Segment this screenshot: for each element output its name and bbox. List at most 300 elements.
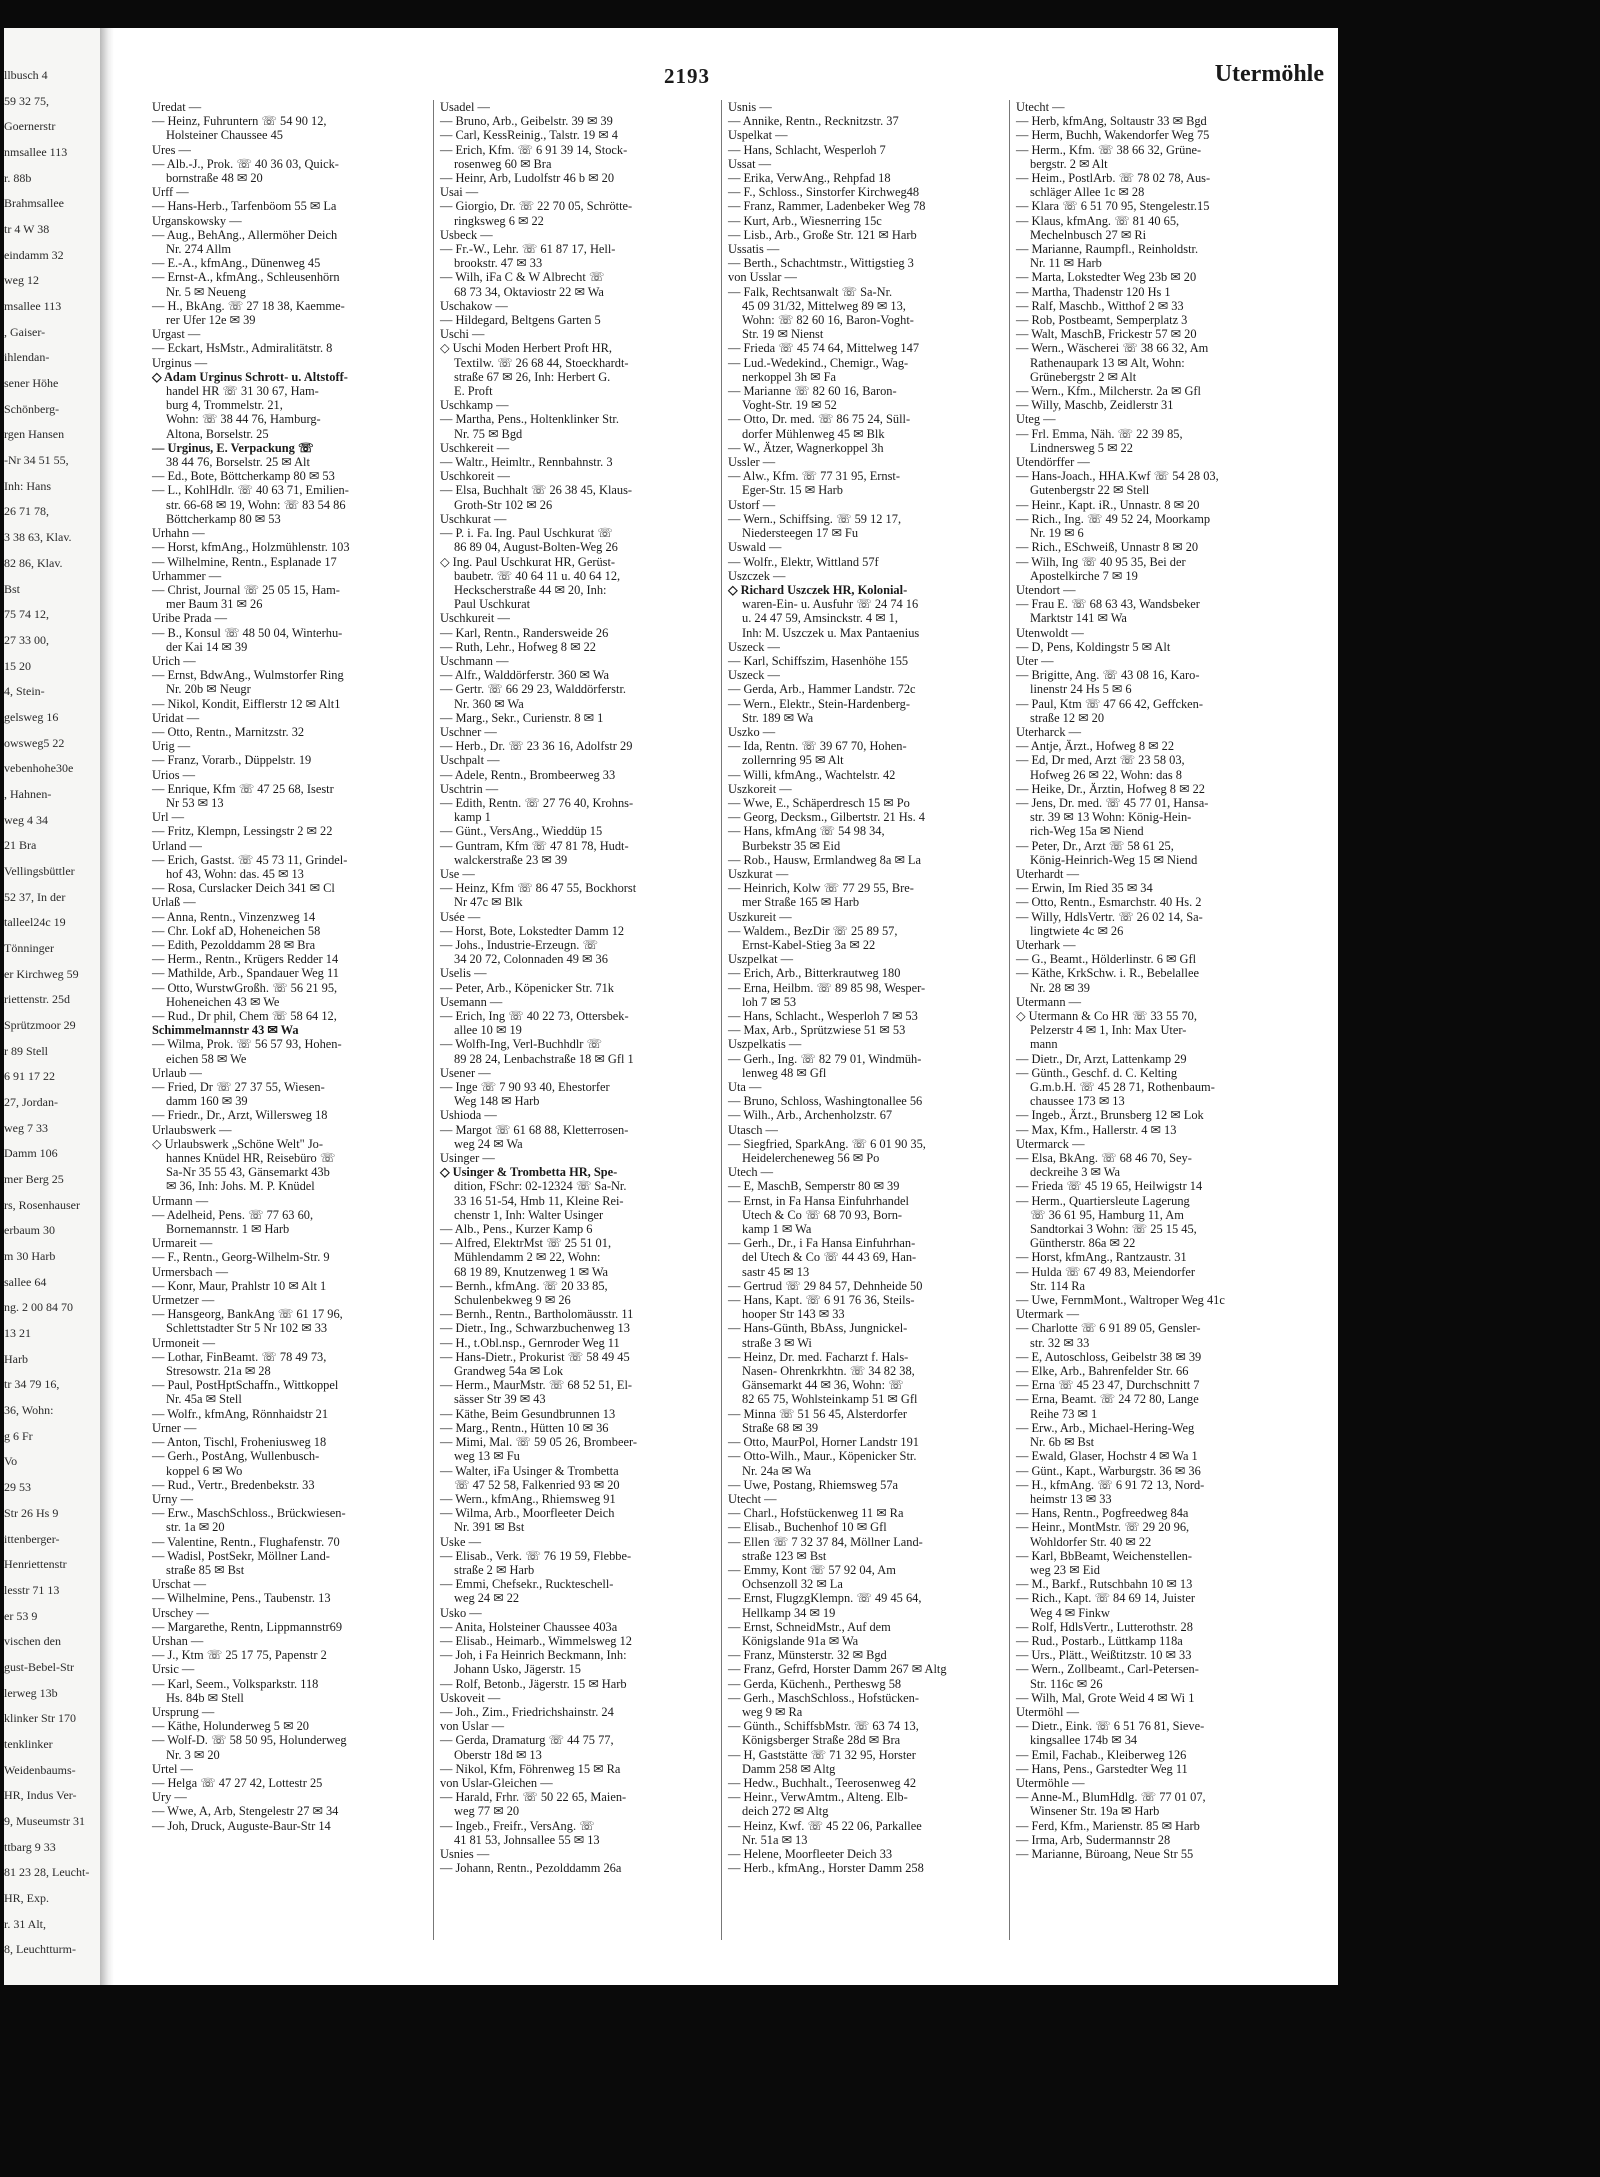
directory-entry: — Elisab., Verk. ☏ 76 19 59, Flebbe-	[440, 1548, 632, 1563]
directory-entry: — Adelheid, Pens. ☏ 77 63 60,	[152, 1207, 314, 1222]
previous-page-fragment: rs, Rosenhauser	[4, 1198, 80, 1212]
directory-entry: — Otto, Rentn., Esmarchstr. 40 Hs. 2	[1016, 895, 1202, 910]
directory-entry: zollernring 95 ✉ Alt	[742, 753, 844, 768]
directory-entry: dition, FSchr: 02-12324 ☏ Sa-Nr.	[454, 1179, 627, 1194]
directory-entry: burg 4, Trommelstr. 21,	[166, 398, 283, 413]
directory-entry: — Alfr., Walddörferstr. 360 ✉ Wa	[440, 668, 609, 683]
directory-entry: — Ralf, Maschb., Witthof 2 ✉ 33	[1016, 298, 1184, 313]
surname-heading: Uschtrin —	[440, 781, 499, 796]
directory-entry: Damm 258 ✉ Altg	[742, 1761, 836, 1776]
surname-heading: Uschkamp —	[440, 398, 509, 413]
directory-entry: — Marianne ☏ 82 60 16, Baron-	[728, 384, 897, 399]
directory-entry: — Bruno, Arb., Geibelstr. 39 ✉ 39	[440, 114, 613, 129]
surname-heading: Uszeck —	[728, 668, 780, 683]
directory-entry: straße 2 ✉ Harb	[454, 1562, 535, 1577]
directory-entry: — Alb.-J., Prok. ☏ 40 36 03, Quick-	[152, 156, 339, 171]
directory-entry: — Guntram, Kfm ☏ 47 81 78, Hudt-	[440, 838, 629, 853]
directory-entry: Böttcherkamp 80 ✉ 53	[166, 511, 281, 526]
directory-entry: Weg 4 ✉ Finkw	[1030, 1605, 1110, 1620]
directory-entry: — Elsa, BkAng. ☏ 68 46 70, Sey-	[1016, 1151, 1192, 1166]
directory-entry: koppel 6 ✉ Wo	[166, 1463, 243, 1478]
previous-page-fragment: Henriettenstr	[4, 1557, 67, 1571]
directory-entry: — Urs., Plätt., Weißtitzstr. 10 ✉ 33	[1016, 1648, 1192, 1663]
directory-entry: — Walter, iFa Usinger & Trombetta	[440, 1463, 619, 1478]
directory-entry: waren-Ein- u. Ausfuhr ☏ 24 74 16	[742, 597, 919, 612]
surname-heading: Uribe Prada —	[152, 611, 228, 626]
directory-entry: — Martha, Thadenstr 120 Hs 1	[1016, 284, 1171, 299]
directory-entry: Hs. 84b ✉ Stell	[166, 1690, 244, 1705]
directory-entry: — E.-A., kfmAng., Dünenweg 45	[152, 256, 321, 271]
directory-entry: — Elisab., Buchenhof 10 ✉ Gfl	[728, 1520, 887, 1535]
surname-heading: Utecht —	[728, 1491, 777, 1506]
directory-entry: — E, MaschB, Semperstr 80 ✉ 39	[728, 1179, 900, 1194]
directory-entry: — Wilhelmine, Pens., Taubenstr. 13	[152, 1591, 331, 1606]
previous-page-fragment: er Kirchweg 59	[4, 967, 79, 981]
directory-entry: Grünebergstr 2 ✉ Alt	[1030, 369, 1137, 384]
directory-entry: — Herm., Kfm. ☏ 38 66 32, Grüne-	[1016, 142, 1202, 157]
previous-page-fragment: ng. 2 00 84 70	[4, 1300, 73, 1314]
directory-entry: — P. i. Fa. Ing. Paul Uschkurat ☏	[440, 526, 613, 541]
surname-heading: Urmersbach —	[152, 1264, 229, 1279]
directory-entry: — Wern., Elektr., Stein-Hardenberg-	[728, 696, 910, 711]
directory-entry: — Walt, MaschB, Frickestr 57 ✉ 20	[1016, 327, 1197, 342]
directory-entry: Eger-Str. 15 ✉ Harb	[742, 483, 843, 498]
directory-entry: — Käthe, Beim Gesundbrunnen 13	[440, 1406, 616, 1421]
directory-entry: str. 1a ✉ 20	[166, 1520, 225, 1535]
surname-heading: Urganskowsky —	[152, 213, 242, 228]
directory-entry: weg 23 ✉ Eid	[1030, 1562, 1100, 1577]
previous-page-fragment: ittenberger-	[4, 1532, 60, 1546]
directory-entry: — Erw., Arb., Michael-Hering-Weg	[1016, 1420, 1195, 1435]
directory-entry: Nr 47c ✉ Blk	[454, 895, 523, 910]
directory-entry: deckreihe 3 ✉ Wa	[1030, 1165, 1121, 1180]
previous-page-fragment: -Nr 34 51 55,	[4, 453, 69, 467]
directory-entry: — Herm., Quartiersleute Lagerung	[1016, 1193, 1190, 1208]
directory-entry: Sa-Nr 35 55 43, Gänsemarkt 43b	[166, 1165, 330, 1180]
directory-entry: — Rud., Vertr., Bredenbekstr. 33	[152, 1477, 315, 1492]
directory-entry: — Gerh., MaschSchloss., Hofstücken-	[728, 1690, 919, 1705]
directory-entry: — Hans-Joach., HHA.Kwf ☏ 54 28 03,	[1016, 469, 1219, 484]
surname-heading: Uswald —	[728, 540, 782, 555]
directory-entry: — Wilh, Mal, Grote Weid 4 ✉ Wi 1	[1016, 1690, 1195, 1705]
directory-entry: — Dietr., Dr, Arzt, Lattenkamp 29	[1016, 1051, 1187, 1066]
directory-entry: sässer Str 39 ✉ 43	[454, 1392, 546, 1407]
directory-entry: — Hans, Rentn., Pogfreedweg 84a	[1016, 1506, 1189, 1521]
directory-entry: — Georg, Decksm., Gilbertstr. 21 Hs. 4	[728, 810, 925, 825]
directory-entry: — Hans, Pens., Garstedter Weg 11	[1016, 1761, 1188, 1776]
directory-entry: Hoheneichen 43 ✉ We	[166, 994, 280, 1009]
surname-heading: Uske —	[440, 1534, 481, 1549]
surname-heading: Uschkurat —	[440, 511, 507, 526]
directory-entry: — H., kfmAng. ☏ 6 91 72 13, Nord-	[1016, 1477, 1205, 1492]
directory-entry: — Willy, Maschb, Zeidlerstr 31	[1016, 398, 1174, 413]
directory-entry: — F., Schloss., Sinstorfer Kirchweg48	[728, 185, 920, 200]
directory-entry: der Kai 14 ✉ 39	[166, 639, 248, 654]
directory-entry: — Frau E. ☏ 68 63 43, Wandsbeker	[1016, 597, 1200, 612]
directory-entry: schläger Allee 1c ✉ 28	[1030, 185, 1145, 200]
surname-heading: von Uslar-Gleichen —	[440, 1775, 553, 1790]
directory-entry: kingsallee 174b ✉ 34	[1030, 1733, 1138, 1748]
directory-entry: Königsberger Straße 28d ✉ Bra	[742, 1733, 901, 1748]
directory-entry: ringksweg 6 ✉ 22	[454, 213, 544, 228]
directory-entry: del Utech & Co ☏ 44 43 69, Han-	[742, 1250, 917, 1265]
directory-entry: — Peter, Arb., Köpenicker Str. 71k	[440, 980, 614, 995]
directory-entry: bergstr. 2 ✉ Alt	[1030, 156, 1108, 171]
directory-entry: — Rolf, HdlsVertr., Lutterothstr. 28	[1016, 1619, 1193, 1634]
directory-entry: 45 09 31/32, Mittelweg 89 ✉ 13,	[742, 298, 906, 313]
directory-entry: Heckscherstraße 44 ✉ 20, Inh:	[454, 582, 607, 597]
directory-entry: 86 89 04, August-Bolten-Weg 26	[454, 540, 618, 555]
directory-entry: — Gerh., PostAng, Wullenbusch-	[152, 1449, 320, 1464]
directory-entry: — Willi, kfmAng., Wachtelstr. 42	[728, 767, 896, 782]
directory-entry: — Franz, Gefrd, Horster Damm 267 ✉ Altg	[728, 1662, 947, 1677]
surname-heading: Utech —	[728, 1165, 774, 1180]
surname-heading: Utasch —	[728, 1122, 778, 1137]
previous-page-fragment: Vo	[4, 1454, 18, 1468]
directory-entry: linenstr 24 Hs 5 ✉ 6	[1030, 682, 1132, 697]
directory-entry: — Paul, PostHptSchaffn., Wittkoppel	[152, 1378, 339, 1393]
directory-entry: — Gertrud ☏ 29 84 57, Dehnheide 50	[728, 1278, 923, 1293]
directory-entry: handel HR ☏ 31 30 67, Ham-	[166, 384, 319, 399]
surname-heading: Ussatis —	[728, 242, 780, 257]
directory-entry: G.m.b.H. ☏ 45 28 71, Rothenbaum-	[1030, 1080, 1215, 1095]
previous-page-fragment: er 53 9	[4, 1609, 38, 1623]
surname-heading: Urgast —	[152, 327, 201, 342]
directory-entry: — Edith, Pezolddamm 28 ✉ Bra	[152, 937, 316, 952]
directory-entry: Lindnersweg 5 ✉ 22	[1030, 440, 1133, 455]
directory-entry: — Uwe, Postang, Rhiemsweg 57a	[728, 1477, 899, 1492]
directory-entry: — Elke, Arb., Bahrenfelder Str. 66	[1016, 1364, 1189, 1379]
surname-heading: Uschkureit —	[440, 611, 510, 626]
directory-entry: Burbekstr 35 ✉ Eid	[742, 838, 841, 853]
previous-page-fragment: 3 38 63, Klav.	[4, 530, 72, 544]
surname-heading: Uszpelkat —	[728, 952, 794, 967]
directory-entry: 82 65 75, Wohlsteinkamp 51 ✉ Gfl	[742, 1392, 918, 1407]
directory-entry: — Wwe, A, Arb, Stengelestr 27 ✉ 34	[152, 1804, 339, 1819]
directory-entry: — Elisab., Heimarb., Wimmelsweg 12	[440, 1633, 632, 1648]
previous-page-fragment: HR, Exp.	[4, 1891, 49, 1905]
directory-entry: — Heinz, Kfm ☏ 86 47 55, Bockhorst	[440, 881, 637, 896]
directory-entry: — Rob, Postbeamt, Semperplatz 3	[1016, 313, 1188, 328]
directory-entry: hannes Knüdel HR, Reisebüro ☏	[166, 1151, 336, 1166]
surname-heading: Usko —	[440, 1605, 482, 1620]
surname-heading: Urmoneit —	[152, 1335, 215, 1350]
directory-entry: — Otto-Wilh., Maur., Köpenicker Str.	[728, 1449, 917, 1464]
directory-entry: — Dietr., Ing., Schwarzbuchenweg 13	[440, 1321, 630, 1336]
surname-heading: Uschpalt —	[440, 753, 500, 768]
directory-entry: — Klara ☏ 6 51 70 95, Stengelestr.15	[1016, 199, 1210, 214]
directory-entry: Grandweg 54a ✉ Lok	[454, 1364, 564, 1379]
directory-entry: E. Proft	[454, 384, 493, 399]
previous-page-fragment: Schönberg-	[4, 402, 60, 416]
directory-entry: — Franz, Vorarb., Düppelstr. 19	[152, 753, 312, 768]
directory-entry: — Wilma, Arb., Moorfleeter Deich	[440, 1506, 615, 1521]
previous-page-fragment: tr 4 W 38	[4, 222, 50, 236]
directory-entry: — Wilhelmine, Rentn., Esplanade 17	[152, 554, 337, 569]
directory-entry: — Heinz, Fuhruntern ☏ 54 90 12,	[152, 114, 327, 129]
surname-heading: Ushioda —	[440, 1108, 497, 1123]
directory-entry: Wohn: ☏ 82 60 16, Baron-Voght-	[742, 313, 914, 328]
directory-entry: Holsteiner Chaussee 45	[166, 128, 283, 143]
previous-page-fragment: ttbarg 9 33	[4, 1840, 56, 1854]
surname-heading: Use —	[440, 866, 475, 881]
directory-entry: — Brigitte, Ang. ☏ 43 08 16, Karo-	[1016, 668, 1200, 683]
directory-entry: Winsener Str. 19a ✉ Harb	[1030, 1804, 1160, 1819]
directory-entry: Voght-Str. 19 ✉ 52	[742, 398, 837, 413]
column-rule	[433, 100, 434, 1940]
directory-entry: — Wwe, E., Schäperdresch 15 ✉ Po	[728, 795, 910, 810]
directory-entry: Niedersteegen 17 ✉ Fu	[742, 526, 859, 541]
directory-entry: str. 32 ✉ 33	[1030, 1335, 1090, 1350]
directory-entry: str. 66-68 ✉ 19, Wohn: ☏ 83 54 86	[166, 497, 346, 512]
directory-entry: rer Ufer 12e ✉ 39	[166, 313, 256, 328]
previous-page-fragment: 4, Stein-	[4, 684, 45, 698]
directory-entry: straße 3 ✉ Wi	[742, 1335, 812, 1350]
directory-entry: ◇ Uschi Moden Herbert Proft HR,	[440, 341, 612, 356]
directory-entry: — Rich., Ing. ☏ 49 52 24, Moorkamp	[1016, 511, 1211, 526]
directory-entry: Schulenbekweg 9 ✉ 26	[454, 1293, 571, 1308]
surname-heading: Uschkereit —	[440, 440, 510, 455]
surname-heading: Urschat —	[152, 1577, 207, 1592]
surname-heading: Ursprung —	[152, 1704, 215, 1719]
surname-heading: Urschey —	[152, 1605, 209, 1620]
directory-entry: Nr. 360 ✉ Wa	[454, 696, 524, 711]
directory-entry: Gutenbergstr 22 ✉ Stell	[1030, 483, 1150, 498]
directory-entry: — Hedw., Buchhalt., Teerosenweg 42	[728, 1775, 917, 1790]
directory-entry: — Heinrich, Kolw ☏ 77 29 55, Bre-	[728, 881, 914, 896]
directory-entry: — Wolfh-Ing, Verl-Buchhdlr ☏	[440, 1037, 603, 1052]
directory-entry: — Herb, kfmAng, Soltaustr 33 ✉ Bgd	[1016, 114, 1207, 129]
directory-column-1	[152, 100, 428, 1833]
directory-entry: — Marianne, Büroang, Neue Str 55	[1016, 1846, 1194, 1861]
directory-entry: Weg 148 ✉ Harb	[454, 1094, 540, 1109]
directory-entry: — Margot ☏ 61 68 88, Kletterrosen-	[440, 1122, 629, 1137]
directory-entry: straße 12 ✉ 20	[1030, 710, 1105, 725]
directory-entry: Johann Usko, Jägerstr. 15	[454, 1662, 581, 1677]
directory-entry: — Gerda, Dramaturg ☏ 44 75 77,	[440, 1733, 614, 1748]
surname-heading: Usadel —	[440, 100, 490, 114]
directory-entry: — Urginus, E. Verpackung ☏	[152, 440, 314, 455]
directory-entry: Mechelnbusch 27 ✉ Ri	[1030, 227, 1147, 242]
directory-entry: — M., Barkf., Rutschbahn 10 ✉ 13	[1016, 1577, 1193, 1592]
directory-entry: lingtwiete 4c ✉ 26	[1030, 923, 1124, 938]
previous-page-fragment: HR, Indus Ver-	[4, 1788, 77, 1802]
surname-heading: Utermann —	[1016, 994, 1082, 1009]
directory-entry: — Konr, Maur, Prahlstr 10 ✉ Alt 1	[152, 1278, 327, 1293]
directory-entry: — Karl, Seem., Volksparkstr. 118	[152, 1676, 319, 1691]
directory-entry: — Bernh., Rentn., Bartholomäusstr. 11	[440, 1307, 634, 1322]
directory-entry: nerkoppel 3h ✉ Fa	[742, 369, 837, 384]
previous-page-fragment: vischen den	[4, 1634, 61, 1648]
directory-entry: — Ed, Dr med, Arzt ☏ 23 58 03,	[1016, 753, 1185, 768]
directory-entry: — Erich, Kfm. ☏ 6 91 39 14, Stock-	[440, 142, 628, 157]
surname-heading: Uszkurat —	[728, 866, 789, 881]
previous-page-fragment: 27 33 00,	[4, 633, 49, 647]
directory-entry: — Wern., Zollbeamt., Carl-Petersen-	[1016, 1662, 1199, 1677]
directory-entry: — Frieda ☏ 45 19 65, Heilwigstr 14	[1016, 1179, 1203, 1194]
directory-entry: — Ernst, BdwAng., Wulmstorfer Ring	[152, 668, 344, 683]
directory-entry: bornstraße 48 ✉ 20	[166, 171, 263, 186]
directory-entry: — Horst, kfmAng., Holzmühlenstr. 103	[152, 540, 350, 555]
surname-heading: Uredat —	[152, 100, 202, 114]
directory-entry: — Kurt, Arb., Wiesnerring 15c	[728, 213, 882, 228]
previous-page-fragment: weg 4 34	[4, 813, 48, 827]
previous-page-fragment: r. 31 Alt,	[4, 1917, 47, 1931]
directory-entry: — Charlotte ☏ 6 91 89 05, Gensler-	[1016, 1321, 1201, 1336]
previous-page-fragment: 8, Leuchtturm-	[4, 1942, 76, 1956]
surname-heading: Uszkureit —	[728, 909, 792, 924]
directory-entry: — Karl, Rentn., Randersweide 26	[440, 625, 609, 640]
directory-entry: — Mathilde, Arb., Spandauer Weg 11	[152, 966, 339, 981]
directory-entry: — Joh, i Fa Heinrich Beckmann, Inh:	[440, 1648, 627, 1663]
directory-entry: — Alw., Kfm. ☏ 77 31 95, Ernst-	[728, 469, 900, 484]
directory-entry: — Hansgeorg, BankAng ☏ 61 17 96,	[152, 1307, 343, 1322]
directory-entry: — Erika, VerwAng., Rehpfad 18	[728, 171, 891, 186]
surname-heading: Uszeck —	[728, 639, 780, 654]
previous-page-fragment: m 30 Harb	[4, 1249, 56, 1263]
directory-entry: — Aug., BehAng., Allermöher Deich	[152, 227, 338, 242]
surname-heading: Urny —	[152, 1491, 193, 1506]
directory-entry: — Margarethe, Rentn, Lippmannstr69	[152, 1619, 343, 1634]
directory-entry: — Enrique, Kfm ☏ 47 25 68, Isestr	[152, 781, 334, 796]
directory-entry: — Johann, Rentn., Pezolddamm 26a	[440, 1861, 622, 1876]
directory-entry: — Herm., Rentn., Krügers Redder 14	[152, 952, 339, 967]
directory-entry: — Ingeb., Freifr., VersAng. ☏	[440, 1818, 595, 1833]
directory-entry: — Heinr, Arb, Ludolfstr 46 b ✉ 20	[440, 171, 615, 186]
directory-entry: — Johs., Industrie-Erzeugn. ☏	[440, 937, 598, 952]
directory-entry: Nr. 3 ✉ 20	[166, 1747, 220, 1762]
directory-entry: Str. 189 ✉ Wa	[742, 710, 814, 725]
surname-heading: Utecht —	[1016, 100, 1065, 114]
previous-page-fragment: eindamm 32	[4, 248, 64, 262]
directory-entry: — Max, Arb., Sprützwiese 51 ✉ 53	[728, 1023, 906, 1038]
directory-entry: Textilw. ☏ 26 68 44, Stoeckhardt-	[454, 355, 629, 370]
directory-entry: hof 43, Wohn: das. 45 ✉ 13	[166, 866, 304, 881]
directory-entry: — Ferd, Kfm., Marienstr. 85 ✉ Harb	[1016, 1818, 1200, 1833]
previous-page-fragment: 26 71 78,	[4, 504, 49, 518]
directory-entry: Nr. 5 ✉ Neueng	[166, 284, 246, 299]
directory-entry: — Rich., ESchweiß, Unnastr 8 ✉ 20	[1016, 540, 1199, 555]
surname-heading: Uta —	[728, 1080, 762, 1095]
directory-entry: — Franz, Münsterstr. 32 ✉ Bgd	[728, 1648, 887, 1663]
directory-entry: — Siegfried, SparkAng. ☏ 6 01 90 35,	[728, 1136, 926, 1151]
directory-entry: — Fried, Dr ☏ 27 37 55, Wiesen-	[152, 1080, 325, 1095]
surname-heading: Urmareit —	[152, 1236, 213, 1251]
directory-entry: — Gerh., Dr., i Fa Hansa Einfuhrhan-	[728, 1236, 916, 1251]
surname-heading: Urshan —	[152, 1633, 204, 1648]
previous-page-fragment: nmsallee 113	[4, 145, 68, 159]
directory-entry: — Adele, Rentn., Brombeerweg 33	[440, 767, 616, 782]
directory-entry: — Fr.-W., Lehr. ☏ 61 87 17, Hell-	[440, 242, 616, 257]
directory-entry: ◇ Ing. Paul Uschkurat HR, Gerüst-	[440, 554, 616, 569]
surname-heading: Urlaß —	[152, 895, 196, 910]
surname-heading: Uszczek —	[728, 568, 786, 583]
previous-page-fragment: Inh: Hans	[4, 479, 51, 493]
directory-entry: — Rich., Kapt. ☏ 84 69 14, Juister	[1016, 1591, 1195, 1606]
directory-entry: Altona, Borselstr. 25	[166, 426, 269, 441]
directory-entry: — Wadisl, PostSekr, Möllner Land-	[152, 1548, 330, 1563]
directory-entry: — Giorgio, Dr. ☏ 22 70 05, Schrötte-	[440, 199, 633, 214]
directory-entry: — Gertr. ☏ 66 29 23, Walddörferstr.	[440, 682, 626, 697]
previous-page-fragment: mer Berg 25	[4, 1172, 64, 1186]
directory-entry: weg 13 ✉ Fu	[454, 1449, 520, 1464]
previous-page-fragment: Tönninger	[4, 941, 54, 955]
directory-entry: — Elsa, Buchhalt ☏ 26 38 45, Klaus-	[440, 483, 633, 498]
previous-page-fragment: Damm 106	[4, 1146, 58, 1160]
directory-entry: Hofweg 26 ✉ 22, Wohn: das 8	[1030, 767, 1182, 782]
directory-entry: — E, Autoschloss, Geibelstr 38 ✉ 39	[1016, 1349, 1202, 1364]
directory-entry: — Chr. Lokf aD, Hoheneichen 58	[152, 923, 321, 938]
directory-entry: — Herm, Buchh, Wakendorfer Weg 75	[1016, 128, 1210, 143]
directory-entry: — Nikol, Kfm, Föhrenweg 15 ✉ Ra	[440, 1761, 621, 1776]
directory-entry: Apostelkirche 7 ✉ 19	[1030, 568, 1138, 583]
directory-entry: Oberstr 18d ✉ 13	[454, 1747, 542, 1762]
directory-entry: — D, Pens, Koldingstr 5 ✉ Alt	[1016, 639, 1171, 654]
surname-heading: Usemann —	[440, 994, 503, 1009]
surname-heading: Utermark —	[1016, 1307, 1079, 1322]
directory-entry: — Horst, Bote, Lokstedter Damm 12	[440, 923, 625, 938]
surname-heading: Urlaubswerk —	[152, 1122, 232, 1137]
directory-entry: Rathenaupark 13 ✉ Alt, Wohn:	[1030, 355, 1185, 370]
previous-page-fragment: r. 88b	[4, 171, 32, 185]
directory-entry: Hellkamp 34 ✉ 19	[742, 1605, 836, 1620]
surname-heading: Uterhardt —	[1016, 866, 1079, 881]
directory-entry: Str. 114 Ra	[1030, 1278, 1085, 1293]
directory-entry: — H., t.Obl.nsp., Gernroder Weg 11	[440, 1335, 620, 1350]
directory-entry: — Günth., SchiffsbMstr. ☏ 63 74 13,	[728, 1719, 919, 1734]
directory-entry: — Rud., Dr phil, Chem ☏ 58 64 12,	[152, 1009, 337, 1023]
directory-entry: 33 16 51-54, Hmb 11, Kleine Rei-	[454, 1193, 624, 1208]
directory-entry: ◇ Adam Urginus Schrott- u. Altstoff-	[152, 369, 348, 384]
directory-entry: — Falk, Rechtsanwalt ☏ Sa-Nr.	[728, 284, 893, 299]
directory-entry: hooper Str 143 ✉ 33	[742, 1307, 845, 1322]
directory-entry: — Rosa, Curslacker Deich 341 ✉ Cl	[152, 881, 335, 896]
directory-entry: mann	[1030, 1037, 1058, 1052]
directory-entry: rich-Weg 15a ✉ Niend	[1030, 824, 1144, 839]
surname-heading: Uschmann —	[440, 653, 509, 668]
directory-entry: — Wern., Schiffsing. ☏ 59 12 17,	[728, 511, 902, 526]
directory-entry: straße 67 ✉ 26, Inh: Herbert G.	[454, 369, 611, 384]
directory-entry: Stresowstr. 21a ✉ 28	[166, 1364, 271, 1379]
directory-entry: — Günth., Geschf. d. C. Kelting	[1016, 1065, 1178, 1080]
directory-entry: — Lud.-Wedekind., Chemigr., Wag-	[728, 355, 909, 370]
directory-entry: baubetr. ☏ 40 64 11 u. 40 64 12,	[454, 568, 621, 583]
directory-entry: straße 85 ✉ Bst	[166, 1562, 245, 1577]
directory-entry: — Ernst-A., kfmAng., Schleusenhörn	[152, 270, 340, 285]
directory-entry: Nr. 11 ✉ Harb	[1030, 256, 1102, 271]
directory-entry: — Erich, Arb., Bitterkrautweg 180	[728, 966, 901, 981]
surname-heading: Urff —	[152, 185, 189, 200]
directory-entry: — Heim., PostlArb. ☏ 78 02 78, Aus-	[1016, 171, 1211, 186]
directory-entry: — Ewald, Glaser, Hochstr 4 ✉ Wa 1	[1016, 1449, 1198, 1464]
directory-entry: rosenweg 60 ✉ Bra	[454, 156, 552, 171]
directory-entry: — Wern., Wäscherei ☏ 38 66 32, Am	[1016, 341, 1209, 356]
surname-heading: Usinger —	[440, 1151, 495, 1166]
directory-entry: — Horst, kfmAng., Rantzaustr. 31	[1016, 1250, 1187, 1265]
directory-entry: König-Heinrich-Weg 15 ✉ Niend	[1030, 852, 1198, 867]
previous-page-fragment: r 89 Stell	[4, 1044, 48, 1058]
directory-entry: — Emmi, Chefsekr., Ruckteschell-	[440, 1577, 614, 1592]
directory-entry: Wohldorfer Str. 40 ✉ 22	[1030, 1534, 1152, 1549]
directory-entry: — Emmy, Kont ☏ 57 92 04, Am	[728, 1562, 896, 1577]
book-gutter	[100, 28, 114, 1985]
surname-heading: Urhammer —	[152, 568, 222, 583]
directory-entry: — Max, Kfm., Hallerstr. 4 ✉ 13	[1016, 1122, 1177, 1137]
directory-column-4	[1016, 100, 1292, 1861]
directory-entry: lenweg 48 ✉ Gfl	[742, 1065, 827, 1080]
directory-entry: kamp 1	[454, 810, 491, 825]
directory-entry: — Wolfr., kfmAng, Rönnhaidstr 21	[152, 1406, 329, 1421]
